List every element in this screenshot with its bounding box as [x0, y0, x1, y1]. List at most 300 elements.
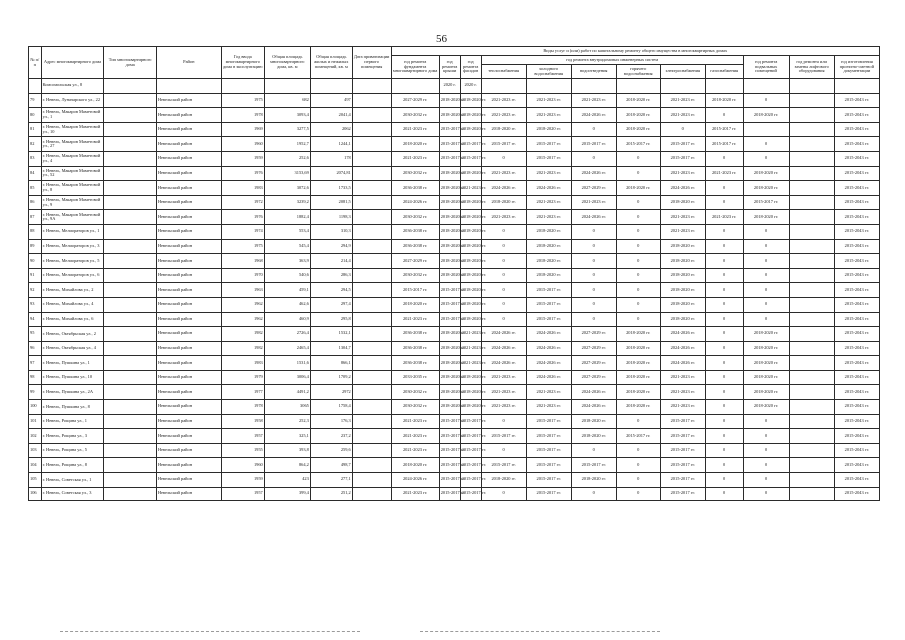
cell-district: Невельский район — [156, 239, 221, 254]
cell-roof: 2015-2017 гг. — [439, 151, 460, 166]
works-group-header: Виды услуг и (или) работ по капитальному ремонту общего имущества в многоквартирных домах — [391, 47, 880, 56]
cell-electricity: 2024-2026 гг. — [660, 356, 705, 371]
cell-facade: 2015-2017 гг. — [460, 443, 481, 458]
cell-sewerage: 0 — [571, 487, 616, 500]
cell-facade: 2021-2023 гг. — [460, 181, 481, 196]
col-cold-water-header: холодного водоснабжения — [526, 65, 571, 79]
cell-hot-water: 0 — [616, 268, 660, 283]
cell-roof: 2018-2020 гг. — [439, 210, 460, 225]
cell-sewerage: 2024-2026 гг. — [571, 166, 616, 181]
cell-num: 98 — [29, 370, 42, 385]
cell-sewerage: 0 — [571, 268, 616, 283]
engineering-group-header: год ремонта внутридомовых инженерных систем — [481, 56, 743, 65]
cell-foundation: 2030-2032 гг. — [391, 385, 439, 400]
cell-num: 91 — [29, 268, 42, 283]
cell-foundation: 2027-2029 гг. — [391, 254, 439, 269]
cell-year: 1975 — [221, 93, 264, 108]
cell-basement — [743, 122, 789, 137]
cell-address: г. Невель, Пушкина ул., 2А — [41, 385, 104, 400]
cell-address: г. Невель, Мелиораторов ул., 5 — [41, 254, 104, 269]
cell-cold-water: 2015-2017 гг. — [526, 487, 571, 500]
cell-facade: 2021-2023 гг. — [460, 356, 481, 371]
cell-basement: 0 — [743, 473, 789, 488]
cell-gas: 0 — [705, 268, 743, 283]
cell-heating: 2021-2023 гг. — [481, 108, 526, 123]
cell-year: 1955 — [221, 443, 264, 458]
capital-repair-table-container — [28, 46, 880, 624]
cell-year: 1970 — [221, 268, 264, 283]
cell-num — [29, 79, 42, 94]
cell-electricity: 2024-2026 гг. — [660, 341, 705, 356]
cell-sewerage: 2018-2020 гг. — [571, 429, 616, 444]
cell-num: 94 — [29, 312, 42, 327]
col-address-header: Адрес многоквартирного дома — [41, 47, 104, 79]
cell-cold-water: 2015-2017 гг. — [526, 297, 571, 312]
cell-foundation: 2036-2038 гг. — [391, 341, 439, 356]
cell-address: г. Невель, Мелиораторов ул., 3 — [41, 239, 104, 254]
cell-cold-water: 2021-2023 гг. — [526, 166, 571, 181]
cell-sewerage: 2027-2029 гг. — [571, 370, 616, 385]
cell-basement: 0 — [743, 487, 789, 500]
cell-hot-water: 0 — [616, 473, 660, 488]
cell-total-area: 252,6 — [264, 151, 310, 166]
table-row — [29, 122, 880, 137]
cell-type — [104, 473, 156, 488]
cell-elevator — [789, 137, 834, 152]
cell-privatization — [352, 239, 391, 254]
cell-foundation: 2033-2035 гг. — [391, 370, 439, 385]
cell-design-docs: 2015-2043 гг. — [834, 283, 879, 298]
cell-roof: 2018-2020 гг. — [439, 166, 460, 181]
cell-num: 105 — [29, 473, 42, 488]
cell-num: 97 — [29, 356, 42, 371]
cell-year: 1957 — [221, 429, 264, 444]
cell-type — [104, 429, 156, 444]
cell-basement: 0 — [743, 297, 789, 312]
cell-hot-water: 0 — [616, 312, 660, 327]
col-hot-water-header: горячего водоснабжения — [616, 65, 660, 79]
cell-living-area: 1758,4 — [310, 400, 352, 415]
cell-type — [104, 108, 156, 123]
cell-facade: 2018-2020 гг. — [460, 195, 481, 210]
cell-district: Невельский район — [156, 400, 221, 415]
cell-hot-water: 0 — [616, 239, 660, 254]
table-row — [29, 341, 880, 356]
cell-sewerage: 2021-2023 гг. — [571, 195, 616, 210]
cell-district: Невельский район — [156, 283, 221, 298]
cell-hot-water: 2018-2020 гг. — [616, 385, 660, 400]
cell-cold-water: 2024-2026 гг. — [526, 370, 571, 385]
table-row — [29, 400, 880, 415]
col-privatization-header: Дата приватизации первого помещения — [352, 47, 391, 79]
cell-address: г. Невель, Михайлова ул., 6 — [41, 312, 104, 327]
cell-type — [104, 137, 156, 152]
cell-type — [104, 487, 156, 500]
cell-roof: 2020 г. — [439, 79, 460, 94]
cell-living-area: 1304,7 — [310, 341, 352, 356]
cell-hot-water: 0 — [616, 487, 660, 500]
table-row — [29, 254, 880, 269]
cell-electricity: 2015-2017 гг. — [660, 151, 705, 166]
cell-basement: 0 — [743, 151, 789, 166]
cell-total-area: 682 — [264, 93, 310, 108]
cell-elevator — [789, 122, 834, 137]
cell-year: 1978 — [221, 108, 264, 123]
cell-privatization — [352, 385, 391, 400]
cell-district: Невельский район — [156, 93, 221, 108]
cell-total-area: 540,6 — [264, 268, 310, 283]
table-row — [29, 79, 880, 94]
cell-sewerage: 2021-2023 гг. — [571, 93, 616, 108]
cell-foundation: 2036-2038 гг. — [391, 181, 439, 196]
cell-privatization — [352, 79, 391, 94]
cell-cold-water: 2021-2023 гг. — [526, 93, 571, 108]
cell-roof: 2015-2017 гг. — [439, 137, 460, 152]
cell-gas: 0 — [705, 181, 743, 196]
cell-roof: 2018-2020 гг. — [439, 327, 460, 342]
cell-total-area: 3277,5 — [264, 122, 310, 137]
cell-elevator — [789, 181, 834, 196]
cell-elevator — [789, 93, 834, 108]
cell-year: 1979 — [221, 370, 264, 385]
cell-privatization — [352, 356, 391, 371]
cell-roof: 2015-2017 гг. — [439, 122, 460, 137]
cell-electricity: 2021-2023 гг. — [660, 385, 705, 400]
cell-roof: 2015-2017 гг. — [439, 312, 460, 327]
cell-design-docs: 2015-2043 гг. — [834, 137, 879, 152]
cell-cold-water: 2018-2020 гг. — [526, 239, 571, 254]
cell-address: г. Невель, Пушкина ул., 1 — [41, 356, 104, 371]
table-row — [29, 297, 880, 312]
cell-cold-water: 2015-2017 гг. — [526, 414, 571, 429]
cell-design-docs: 2015-2043 гг. — [834, 473, 879, 488]
cell-year: 1975 — [221, 239, 264, 254]
table-row — [29, 151, 880, 166]
cell-living-area: 178 — [310, 151, 352, 166]
cell-gas: 0 — [705, 239, 743, 254]
table-row — [29, 473, 880, 488]
col-facade-header: год ремонта фасадов — [460, 56, 481, 79]
cell-heating: 0 — [481, 283, 526, 298]
cell-gas: 0 — [705, 414, 743, 429]
cell-privatization — [352, 327, 391, 342]
cell-cold-water: 2018-2020 гг. — [526, 122, 571, 137]
cell-sewerage: 2027-2029 гг. — [571, 181, 616, 196]
cell-cold-water: 2021-2023 гг. — [526, 195, 571, 210]
cell-facade: 2018-2020 гг. — [460, 224, 481, 239]
cell-total-area: 252,3 — [264, 414, 310, 429]
cell-sewerage — [571, 79, 616, 94]
cell-district: Невельский район — [156, 312, 221, 327]
cell-total-area: 3072,6 — [264, 181, 310, 196]
cell-privatization — [352, 151, 391, 166]
cell-cold-water: 2015-2017 гг. — [526, 151, 571, 166]
cell-basement: 2018-2020 гг. — [743, 327, 789, 342]
cell-sewerage: 2018-2020 гг. — [571, 414, 616, 429]
cell-foundation: 2036-2038 гг. — [391, 239, 439, 254]
cell-privatization — [352, 108, 391, 123]
cell-address: г. Невель, Рощина ул., 1 — [41, 414, 104, 429]
cell-gas: 0 — [705, 458, 743, 473]
cell-basement: 0 — [743, 458, 789, 473]
cell-basement: 0 — [743, 312, 789, 327]
cell-district: Невельский район — [156, 122, 221, 137]
cell-address: г. Невель, Октябрьская ул., 2 — [41, 327, 104, 342]
cell-type — [104, 93, 156, 108]
cell-type — [104, 297, 156, 312]
cell-foundation: 2018-2020 гг. — [391, 458, 439, 473]
cell-elevator — [789, 254, 834, 269]
cell-elevator — [789, 458, 834, 473]
cell-total-area: 460,9 — [264, 312, 310, 327]
cell-design-docs: 2015-2043 гг. — [834, 181, 879, 196]
cell-num: 88 — [29, 224, 42, 239]
cell-elevator — [789, 370, 834, 385]
cell-basement: 0 — [743, 137, 789, 152]
table-row — [29, 458, 880, 473]
cell-sewerage: 2024-2026 гг. — [571, 385, 616, 400]
cell-type — [104, 79, 156, 94]
cell-heating: 2021-2023 гг. — [481, 93, 526, 108]
cell-heating: 0 — [481, 268, 526, 283]
cell-total-area — [264, 79, 310, 94]
cell-hot-water: 0 — [616, 283, 660, 298]
cell-electricity: 2021-2023 гг. — [660, 166, 705, 181]
cell-design-docs: 2015-2043 гг. — [834, 254, 879, 269]
cell-design-docs: 2015-2043 гг. — [834, 312, 879, 327]
cell-roof: 2015-2017 гг. — [439, 283, 460, 298]
cell-district: Невельский район — [156, 195, 221, 210]
cell-living-area: 1733,5 — [310, 181, 352, 196]
cell-roof: 2018-2020 гг. — [439, 341, 460, 356]
cell-basement: 2018-2020 гг. — [743, 356, 789, 371]
cell-design-docs: 2015-2043 гг. — [834, 400, 879, 415]
cell-electricity: 2024-2026 гг. — [660, 327, 705, 342]
cell-elevator — [789, 108, 834, 123]
cell-privatization — [352, 443, 391, 458]
cell-privatization — [352, 195, 391, 210]
cell-electricity: 2021-2023 гг. — [660, 210, 705, 225]
cell-living-area: 294,9 — [310, 239, 352, 254]
cell-design-docs: 2015-2043 гг. — [834, 356, 879, 371]
cell-foundation: 2030-2032 гг. — [391, 166, 439, 181]
cell-year: 1968 — [221, 254, 264, 269]
cell-cold-water: 2024-2026 гг. — [526, 181, 571, 196]
cell-gas: 0 — [705, 108, 743, 123]
cell-foundation: 2030-2032 гг. — [391, 268, 439, 283]
cell-hot-water: 0 — [616, 443, 660, 458]
cell-roof: 2015-2017 гг. — [439, 429, 460, 444]
cell-cold-water: 2021-2023 гг. — [526, 210, 571, 225]
table-row — [29, 181, 880, 196]
cell-type — [104, 254, 156, 269]
cell-sewerage: 0 — [571, 443, 616, 458]
cell-district: Невельский район — [156, 487, 221, 500]
cell-num: 84 — [29, 166, 42, 181]
cell-num: 89 — [29, 239, 42, 254]
cell-living-area: 1709,2 — [310, 370, 352, 385]
cell-elevator — [789, 268, 834, 283]
table-row — [29, 283, 880, 298]
cell-heating: 2024-2026 гг. — [481, 341, 526, 356]
cell-elevator — [789, 151, 834, 166]
cell-hot-water: 2018-2020 гг. — [616, 356, 660, 371]
cell-electricity: 2015-2017 гг. — [660, 458, 705, 473]
cell-gas: 2018-2020 гг. — [705, 93, 743, 108]
cell-elevator — [789, 327, 834, 342]
cell-num: 93 — [29, 297, 42, 312]
cell-num: 99 — [29, 385, 42, 400]
cell-type — [104, 370, 156, 385]
cell-privatization — [352, 122, 391, 137]
col-sewerage-header: водоотведения — [571, 65, 616, 79]
cell-electricity: 2018-2020 гг. — [660, 268, 705, 283]
cell-sewerage: 2027-2029 гг. — [571, 341, 616, 356]
cell-basement: 2018-2020 гг. — [743, 166, 789, 181]
cell-electricity: 2015-2017 гг. — [660, 487, 705, 500]
cell-foundation: 2018-2020 гг. — [391, 297, 439, 312]
cell-privatization — [352, 312, 391, 327]
cell-facade: 2020 г. — [460, 79, 481, 94]
cell-foundation: 2021-2023 гг. — [391, 429, 439, 444]
cell-district: Невельский район — [156, 108, 221, 123]
cell-facade: 2018-2020 гг. — [460, 108, 481, 123]
cell-design-docs: 2015-2043 гг. — [834, 108, 879, 123]
cell-roof: 2018-2020 гг. — [439, 385, 460, 400]
page-number: 56 — [436, 33, 447, 45]
col-elevator-header: год ремонта или замены лифтового оборудования — [789, 56, 834, 79]
col-num-header: № п/п — [29, 47, 42, 79]
cell-address: Комсомольская ул., 8 — [41, 79, 104, 94]
cell-roof: 2015-2017 гг. — [439, 414, 460, 429]
cell-design-docs: 2015-2043 гг. — [834, 458, 879, 473]
cell-elevator — [789, 429, 834, 444]
cell-gas: 2015-2017 гг. — [705, 137, 743, 152]
col-heating-header: теплоснабжения — [481, 65, 526, 79]
cell-year: 1959 — [221, 151, 264, 166]
table-header — [29, 47, 880, 79]
cell-foundation: 2030-2032 гг. — [391, 210, 439, 225]
cell-district: Невельский район — [156, 356, 221, 371]
cell-living-area: 1198,3 — [310, 210, 352, 225]
cell-roof: 2018-2020 гг. — [439, 181, 460, 196]
cell-district: Невельский район — [156, 254, 221, 269]
cell-hot-water: 2015-2017 гг. — [616, 137, 660, 152]
cell-district: Невельский район — [156, 166, 221, 181]
cell-address: г. Невель, Луначарского ул., 22 — [41, 93, 104, 108]
cell-year: 1957 — [221, 487, 264, 500]
cell-privatization — [352, 254, 391, 269]
cell-design-docs: 2015-2043 гг. — [834, 414, 879, 429]
cell-electricity: 2015-2017 гг. — [660, 473, 705, 488]
cell-design-docs: 2015-2043 гг. — [834, 370, 879, 385]
cell-heating: 2015-2017 гг. — [481, 137, 526, 152]
cell-design-docs: 2015-2043 гг. — [834, 487, 879, 500]
cell-basement: 2018-2020 гг. — [743, 400, 789, 415]
cell-electricity: 2024-2026 гг. — [660, 181, 705, 196]
cell-elevator — [789, 473, 834, 488]
cell-facade: 2018-2020 гг. — [460, 268, 481, 283]
cell-year: 1962 — [221, 297, 264, 312]
cell-electricity: 0 — [660, 122, 705, 137]
cell-total-area: 459,1 — [264, 283, 310, 298]
cell-hot-water: 2018-2020 гг. — [616, 370, 660, 385]
cell-facade: 2018-2020 гг. — [460, 385, 481, 400]
cell-total-area: 4491,2 — [264, 385, 310, 400]
cell-address: г. Невель, Макаров Маметовой ул., 27 — [41, 137, 104, 152]
cell-basement: 0 — [743, 254, 789, 269]
col-design-docs-header: год изготовления проектно-сметной документации — [834, 56, 879, 79]
cell-total-area: 3065 — [264, 400, 310, 415]
cell-total-area: 3006,4 — [264, 370, 310, 385]
cell-foundation: 2015-2017 гг. — [391, 283, 439, 298]
cell-total-area: 545,4 — [264, 239, 310, 254]
cell-heating: 0 — [481, 443, 526, 458]
cell-gas: 0 — [705, 151, 743, 166]
cell-sewerage: 0 — [571, 151, 616, 166]
cell-elevator — [789, 341, 834, 356]
cell-sewerage: 2015-2017 гг. — [571, 137, 616, 152]
cell-num: 95 — [29, 327, 42, 342]
cell-cold-water: 2024-2026 гг. — [526, 356, 571, 371]
cell-gas: 2015-2017 гг. — [705, 122, 743, 137]
cell-living-area: 498,7 — [310, 458, 352, 473]
cell-privatization — [352, 341, 391, 356]
cell-address: г. Невель, Мелиораторов ул., 1 — [41, 224, 104, 239]
cell-type — [104, 458, 156, 473]
cell-heating: 2018-2020 гг. — [481, 195, 526, 210]
cell-type — [104, 283, 156, 298]
cell-elevator — [789, 297, 834, 312]
cell-address: г. Невель, Пушкина ул., 10 — [41, 370, 104, 385]
cell-living-area: 294,5 — [310, 283, 352, 298]
cell-cold-water: 2018-2020 гг. — [526, 268, 571, 283]
cell-elevator — [789, 385, 834, 400]
cell-num: 81 — [29, 122, 42, 137]
cell-total-area: 462,6 — [264, 297, 310, 312]
cell-sewerage: 2015-2017 гг. — [571, 458, 616, 473]
cell-basement — [743, 79, 789, 94]
cell-elevator — [789, 210, 834, 225]
cell-electricity: 2018-2020 гг. — [660, 297, 705, 312]
cell-total-area: 399,4 — [264, 487, 310, 500]
cell-total-area: 2726,4 — [264, 327, 310, 342]
cell-heating — [481, 79, 526, 94]
cell-roof: 2018-2020 гг. — [439, 356, 460, 371]
cell-foundation: 2030-2032 гг. — [391, 400, 439, 415]
cell-design-docs: 2015-2043 гг. — [834, 195, 879, 210]
scan-artifact-line-left — [60, 631, 360, 632]
cell-design-docs: 2015-2043 гг. — [834, 166, 879, 181]
cell-address: г. Невель, Рощина ул., 8 — [41, 458, 104, 473]
cell-year: 1982 — [221, 341, 264, 356]
cell-district: Невельский район — [156, 224, 221, 239]
cell-facade: 2015-2017 гг. — [460, 473, 481, 488]
cell-type — [104, 151, 156, 166]
cell-total-area: 363,9 — [264, 254, 310, 269]
cell-basement: 0 — [743, 429, 789, 444]
cell-year: 1982 — [221, 327, 264, 342]
cell-type — [104, 122, 156, 137]
cell-type — [104, 400, 156, 415]
cell-type — [104, 385, 156, 400]
cell-basement: 2018-2020 гг. — [743, 341, 789, 356]
cell-foundation: 2018-2020 гг. — [391, 137, 439, 152]
cell-year: 1959 — [221, 473, 264, 488]
cell-hot-water: 2018-2020 гг. — [616, 327, 660, 342]
cell-year: 1962 — [221, 312, 264, 327]
cell-facade: 2018-2020 гг. — [460, 93, 481, 108]
